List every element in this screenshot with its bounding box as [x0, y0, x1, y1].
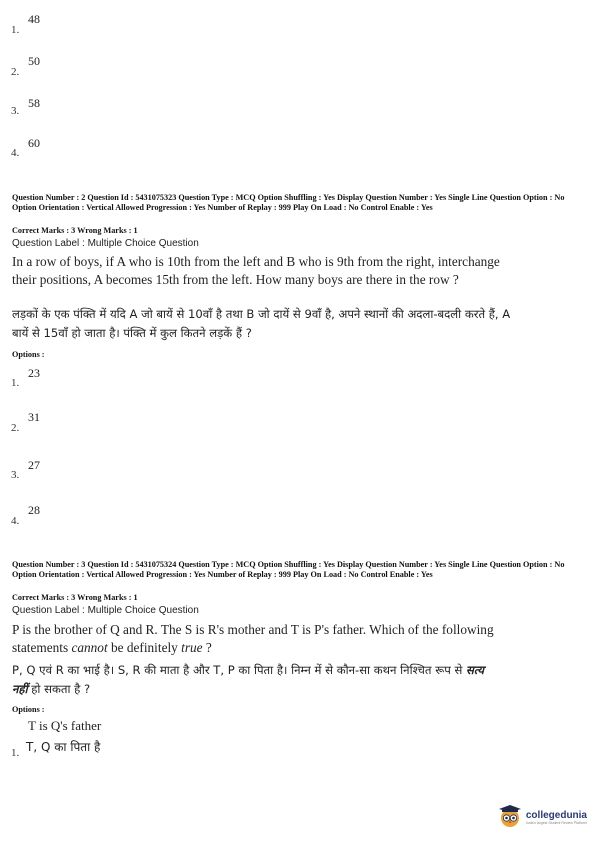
logo-tagline: India's largest Student Review Platform — [525, 820, 587, 825]
option-value: 31 — [28, 410, 40, 424]
owl-icon — [497, 804, 523, 830]
emphasis: सत्य नहीं — [12, 663, 484, 696]
question-text-hi — [12, 661, 502, 699]
question-meta: Question Number : 3 Question Id : 5431075324 Question Type : MCQ Option Shuffling : Yes Display Question Number : Yes Single Line Question Option : No Option Orientation : Vertical Allowed Progression : Yes Number of Replay : 999 Play On Load : No Control Enable : Yes — [12, 560, 565, 579]
option-value: 50 — [28, 54, 40, 68]
text-segment: P, Q एवं R का भाई है। S, R की माता है और T, P का पिता है। निम्न में से कौन-सा कथन निश्चित रूप से — [12, 663, 466, 677]
question-label: Question Label : Multiple Choice Question — [12, 238, 199, 249]
option-number: 4. — [11, 515, 20, 527]
option-value: 27 — [28, 458, 40, 472]
option-number: 1. — [11, 24, 20, 36]
text-segment: be definitely — [107, 639, 182, 655]
logo-name: collegedunia — [525, 809, 587, 821]
options-label: Options : — [12, 350, 45, 359]
option-number: 2. — [11, 66, 20, 78]
option-value: 48 — [28, 12, 40, 26]
collegedunia-logo — [497, 804, 587, 830]
option-number: 1. — [11, 377, 20, 389]
option-number: 4. — [11, 147, 20, 159]
question-meta: Question Number : 2 Question Id : 5431075323 Question Type : MCQ Option Shuffling : Yes Display Question Number : Yes Single Line Question Option : No Option Orientation : Vertical Allowed Progression : Yes Number of Replay : 999 Play On Load : No Control Enable : Yes — [12, 193, 565, 212]
option-value: 60 — [28, 136, 40, 150]
option-value: 23 — [28, 366, 40, 380]
option-value-en: T is Q's father — [28, 718, 102, 733]
question-text-hi: लड़कों के एक पंक्ति में यदि A जो बायें से 10वाँ है तथा B जो दायें से 9वाँ है, अपने स्थानों की अदला-बदली करते हैं, A बायें से 15वाँ हो जाता है। पंक्ति में कुल कितने लड़कें हैं ? — [12, 307, 511, 340]
emphasis: cannot — [71, 639, 108, 655]
option-number: 1. — [11, 747, 20, 759]
option-value: 28 — [28, 503, 40, 517]
marks-info: Correct Marks : 3 Wrong Marks : 1 — [12, 593, 138, 602]
text-segment: ? — [202, 639, 212, 655]
option-value: 58 — [28, 96, 40, 110]
option-number: 3. — [11, 469, 20, 481]
option-number: 2. — [11, 422, 20, 434]
text-segment: हो सकता है ? — [27, 682, 91, 696]
question-text-en: In a row of boys, if A who is 10th from the left and B who is 9th from the right, interchange their positions, A becomes 15th from the left. How many boys are there in the row ? — [12, 254, 500, 287]
question-label: Question Label : Multiple Choice Question — [12, 605, 199, 616]
text-segment: P is the brother of Q and R. The S is R's mother and T is P's father. Which of the following statements — [12, 622, 494, 655]
option-value-hi: T, Q का पिता है — [26, 740, 101, 754]
option-number: 3. — [11, 105, 20, 117]
emphasis: true — [181, 639, 203, 655]
options-label: Options : — [12, 705, 45, 714]
marks-info: Correct Marks : 3 Wrong Marks : 1 — [12, 226, 138, 235]
question-text-en — [12, 621, 502, 656]
